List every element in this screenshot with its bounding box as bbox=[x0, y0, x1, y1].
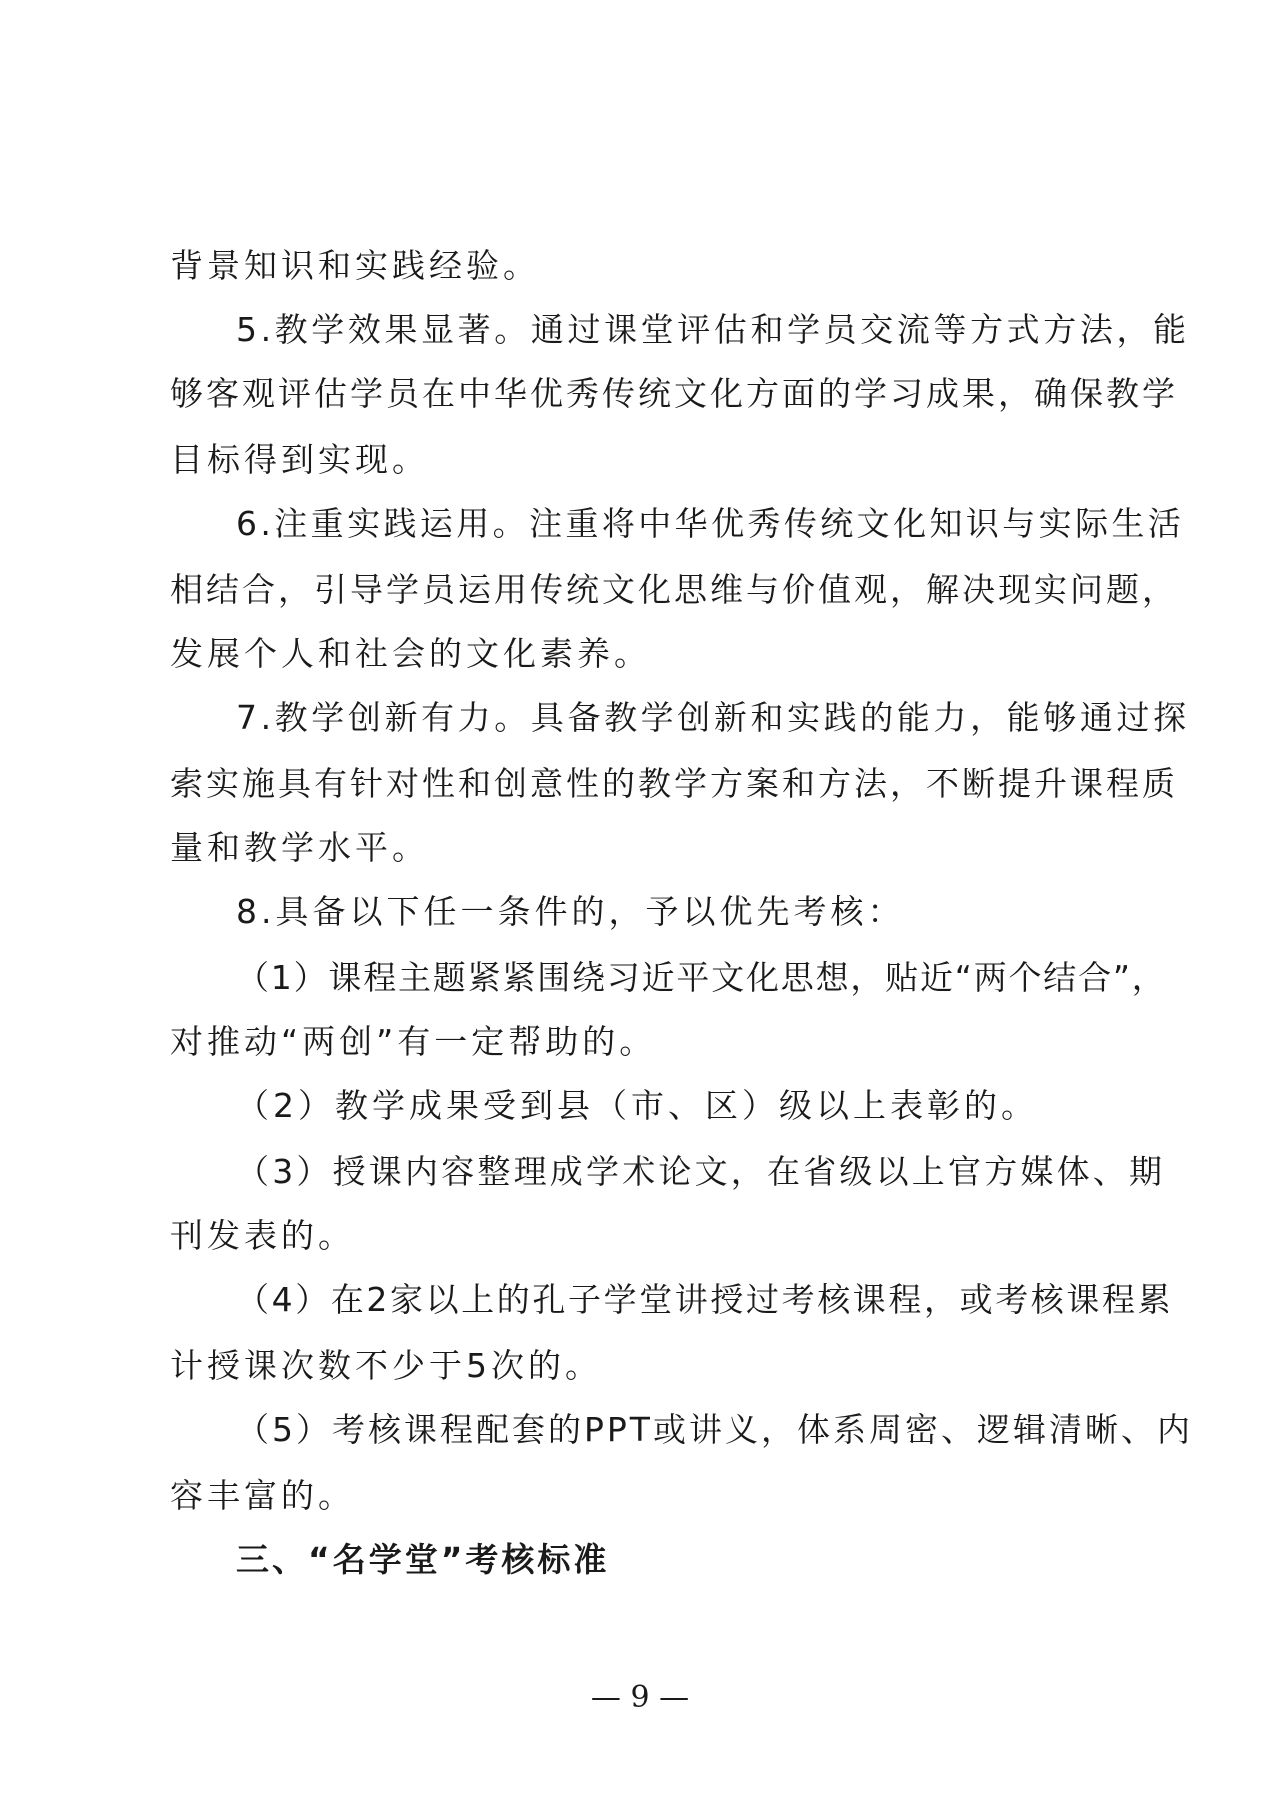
paragraph-line: 相结合，引导学员运用传统文化思维与价值观，解决现实问题， bbox=[170, 570, 1178, 609]
paragraph-line: （5）考核课程配套的PPT或讲义，体系周密、逻辑清晰、内 bbox=[236, 1410, 1193, 1449]
paragraph-line: 对推动“两创”有一定帮助的。 bbox=[170, 1022, 657, 1061]
paragraph-line: （1）课程主题紧紧围绕习近平文化思想，贴近“两个结合”， bbox=[236, 958, 1167, 997]
page-number: — 9 — bbox=[590, 1680, 690, 1715]
paragraph-line: 8.具备以下任一条件的，予以优先考核： bbox=[236, 892, 905, 931]
paragraph-line: 7.教学创新有力。具备教学创新和实践的能力，能够通过探 bbox=[236, 698, 1190, 737]
paragraph-line: 索实施具有针对性和创意性的教学方案和方法，不断提升课程质 bbox=[170, 764, 1178, 803]
paragraph-line: 背景知识和实践经验。 bbox=[170, 246, 540, 285]
paragraph-line: 6.注重实践运用。注重将中华优秀传统文化知识与实际生活 bbox=[236, 504, 1185, 543]
paragraph-line: 发展个人和社会的文化素养。 bbox=[170, 634, 651, 673]
paragraph-line: （4）在2家以上的孔子学堂讲授过考核课程，或考核课程累 bbox=[236, 1280, 1174, 1319]
paragraph-line: 5.教学效果显著。通过课堂评估和学员交流等方式方法，能 bbox=[236, 310, 1190, 349]
paragraph-line: 够客观评估学员在中华优秀传统文化方面的学习成果，确保教学 bbox=[170, 374, 1178, 413]
paragraph-line: （2）教学成果受到县（市、区）级以上表彰的。 bbox=[236, 1086, 1038, 1125]
paragraph-line: 目标得到实现。 bbox=[170, 440, 429, 479]
paragraph-line: 容丰富的。 bbox=[170, 1476, 355, 1515]
paragraph-line: 计授课次数不少于5次的。 bbox=[170, 1346, 602, 1385]
paragraph-line: 量和教学水平。 bbox=[170, 828, 429, 867]
section-heading: 三、“名学堂”考核标准 bbox=[236, 1540, 610, 1579]
paragraph-line: （3）授课内容整理成学术论文，在省级以上官方媒体、期 bbox=[236, 1152, 1166, 1191]
paragraph-line: 刊发表的。 bbox=[170, 1216, 355, 1255]
